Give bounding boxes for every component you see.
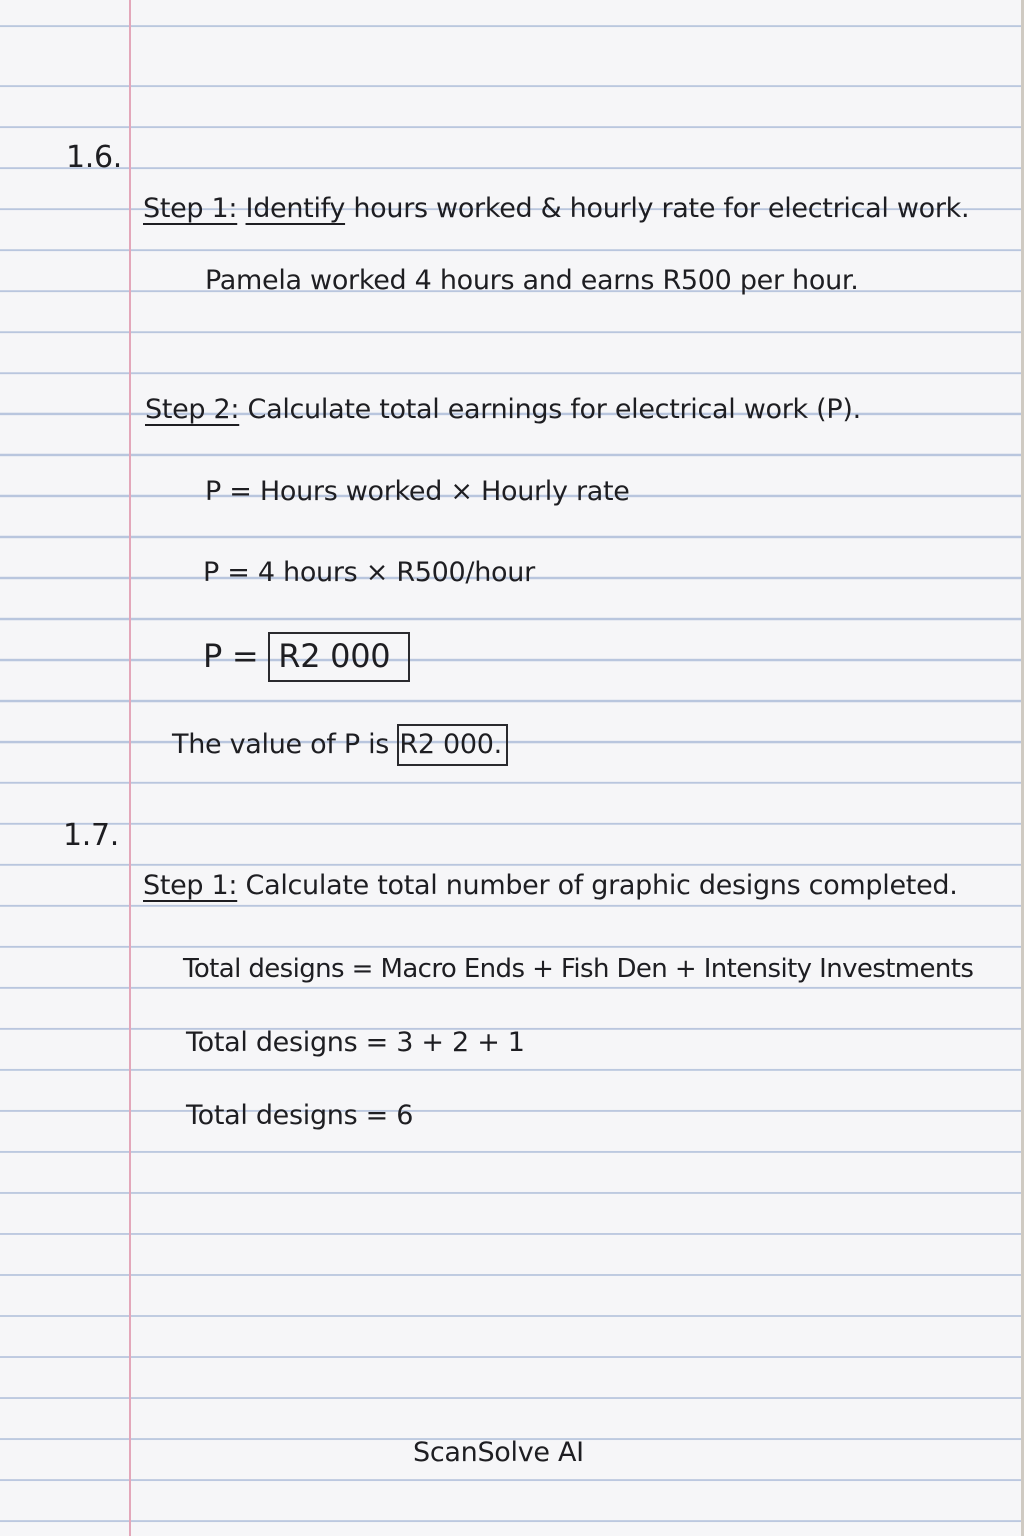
q16-result-line bbox=[203, 632, 410, 682]
q16-step1-underlined-word: Identify bbox=[245, 193, 346, 224]
q17-step1-text: Calculate total number of graphic designs completed. bbox=[237, 870, 958, 901]
q16-step2-label: Step 2: bbox=[145, 394, 240, 425]
q16-result-box: R2 000 bbox=[268, 632, 410, 682]
q16-conclusion-prefix: The value of P is bbox=[172, 729, 398, 760]
q16-formula-line: P = Hours worked × Hourly rate bbox=[205, 476, 630, 507]
q16-step1-label: Step 1: bbox=[143, 193, 238, 224]
q16-step2-line bbox=[145, 394, 861, 425]
q16-step2-text: Calculate total earnings for electrical work (P). bbox=[239, 394, 861, 425]
q16-substitution-line: P = 4 hours × R500/hour bbox=[203, 557, 535, 588]
margin-line bbox=[129, 0, 131, 1536]
q17-result-line: Total designs = 6 bbox=[186, 1100, 414, 1131]
q17-formula-line: Total designs = Macro Ends + Fish Den + Intensity Investments bbox=[183, 954, 974, 984]
q17-step1-line bbox=[143, 870, 958, 901]
q16-conclusion-box: R2 000. bbox=[397, 724, 508, 766]
q17-step1-label: Step 1: bbox=[143, 870, 238, 901]
q16-result-prefix: P = bbox=[203, 637, 269, 675]
question-number-1-7: 1.7. bbox=[63, 818, 120, 853]
q16-step1-text: hours worked & hourly rate for electrical work. bbox=[345, 193, 970, 224]
question-number-1-6: 1.6. bbox=[66, 140, 123, 175]
q16-conclusion-line bbox=[172, 724, 508, 766]
q16-step1-line bbox=[143, 193, 969, 224]
q17-substitution-line: Total designs = 3 + 2 + 1 bbox=[186, 1027, 525, 1058]
footer-brand: ScanSolve AI bbox=[413, 1437, 584, 1468]
q16-step1-detail: Pamela worked 4 hours and earns R500 per hour. bbox=[205, 265, 859, 296]
